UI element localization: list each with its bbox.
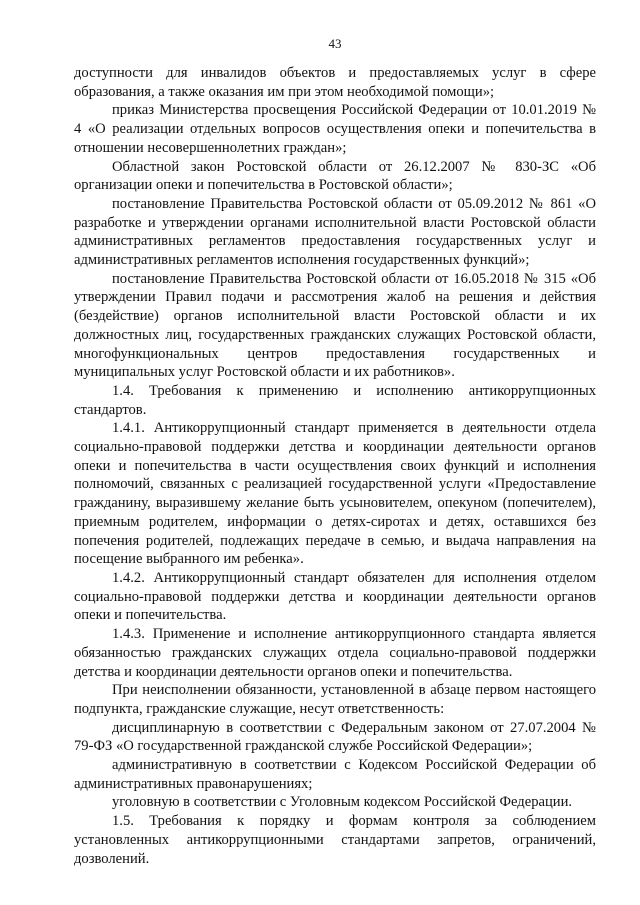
paragraph-4: постановление Правительства Ростовской области от 05.09.2012 № 861 «О разработке и утверждении органами исполнительной власти Ростовской области административных регламентов предоставления государственных услуг и административных регламентов исполнения государственных функций»; bbox=[74, 195, 596, 269]
paragraph-7: 1.4.1. Антикоррупционный стандарт применяется в деятельности отдела социально-правовой поддержки детства и координации деятельности органов опеки и попечительства в части осуществления своих функций и исполнения полномочий, связанных с реализацией государственной услуги «Предоставление гражданину, выразившему желание быть усыновителем, опекуном (попечителем), приемным родителем, информации о детях-сиротах и детях, оставшихся без попечения родителей, подлежащих передаче в семью, и выдача направления на посещение выбранного им ребенка». bbox=[74, 420, 596, 568]
paragraph-1: доступности для инвалидов объектов и предоставляемых услуг в сфере образования, а также оказания им при этом необходимой помощи»; bbox=[74, 65, 596, 100]
paragraph-14: 1.5. Требования к порядку и формам контроля за соблюдением установленных антикоррупционными стандартами запретов, ограничений, дозволений. bbox=[74, 813, 596, 867]
paragraph-5: постановление Правительства Ростовской области от 16.05.2018 № 315 «Об утверждении Правил подачи и рассмотрения жалоб на решения и действия (бездействие) органов исполнительной власти Ростовской области и их должностных лиц, государственных гражданских служащих Ростовской области, многофункциональных центров предоставления государственных и муниципальных услуг Ростовской области и их работников». bbox=[74, 270, 596, 381]
document-body bbox=[74, 64, 596, 868]
paragraph-2: приказ Министерства просвещения Российской Федерации от 10.01.2019 № 4 «О реализации отдельных вопросов осуществления опеки и попечительства в отношении несовершеннолетних граждан»; bbox=[74, 102, 596, 156]
paragraph-13: уголовную в соответствии с Уголовным кодексом Российской Федерации. bbox=[112, 794, 573, 811]
paragraph-6: 1.4. Требования к применению и исполнению антикоррупционных стандартов. bbox=[74, 382, 596, 418]
paragraph-10: При неисполнении обязанности, установленной в абзаце первом настоящего подпункта, гражданские служащие, несут ответственность: bbox=[74, 682, 596, 717]
paragraph-8: 1.4.2. Антикоррупционный стандарт обязателен для исполнения отделом социально-правовой поддержки детства и координации деятельности органов опеки и попечительства. bbox=[74, 569, 596, 624]
paragraph-11: дисциплинарную в соответствии с Федеральным законом от 27.07.2004 № 79-ФЗ «О государственной гражданской службе Российской Федерации»; bbox=[74, 719, 596, 755]
paragraph-12: административную в соответствии с Кодексом Российской Федерации об административных правонарушениях; bbox=[74, 757, 596, 792]
page-number: 43 bbox=[328, 36, 342, 51]
paragraph-3: Областной закон Ростовской области от 26.12.2007 № 830-ЗС «Об организации опеки и попечительства в Ростовской области»; bbox=[74, 158, 596, 194]
paragraph-9: 1.4.3. Применение и исполнение антикоррупционного стандарта является обязанностью гражданских служащих отдела социально-правовой поддержки детства и координации деятельности органов опеки и попечительства. bbox=[74, 626, 596, 680]
